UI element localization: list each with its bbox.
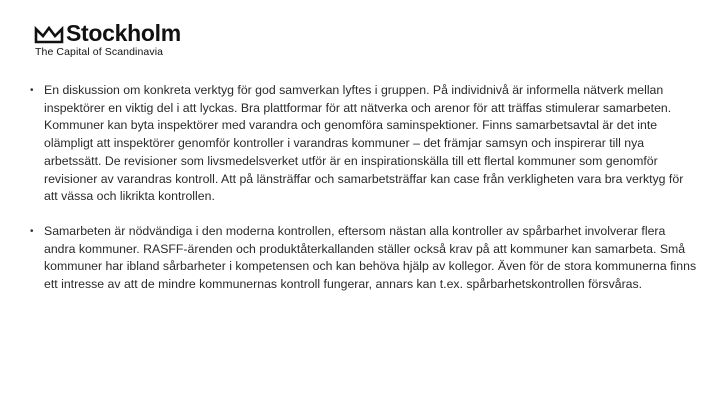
bullet-marker: • (30, 85, 34, 96)
logo-tagline: The Capital of Scandinavia (35, 46, 164, 58)
bullet-text: En diskussion om konkreta verktyg för god samverkan lyftes i gruppen. På individnivå är informella nätverk mellan inspektörer en viktig del i att lyckas. Bra plattformar för att nätverka och arenor för att träffas stimulerar samarbeten. Kommuner kan byta inspektörer med varandra och genomföra saminspektioner. Finns samarbetsavtal är det inte olämpligt att inspektörer genomför kontroller i varandras kommuner – det främjar samsyn och inspirerar till nya arbetssätt. De revisioner som livsmedelsverket utför är en inspirationskälla till ett flertal kommuner som genomför revisioner av varandras kontroll. Att på länsträffar och samarbetsträffar kan case från verkligheten vara bra verktyg för att vässa och likrikta kontrollen. (44, 83, 684, 204)
list-item (30, 223, 700, 294)
logo-wordmark: Stockholm (66, 20, 181, 46)
bullet-marker: • (30, 225, 34, 237)
stockholm-logo (34, 22, 181, 58)
bullet-list (30, 82, 700, 294)
crown-icon (34, 26, 64, 44)
bullet-text: Samarbeten är nödvändiga i den moderna kontrollen, eftersom nästan alla kontroller av spårbarhet involverar flera andra kommuner. RASFF-ärenden och produktåterkallanden ställer också krav på att kommuner kan samarbeta. Små kommuner har ibland sårbarheter i kompetensen och kan behöva hjälp av kollegor. Även för de stora kommunerna finns ett intresse av att de mindre kommunernas kontroll fungerar, annars kan t.ex. spårbarhetskontrollen försvåras. (44, 223, 697, 292)
list-item (30, 82, 700, 206)
slide-body (30, 82, 700, 294)
